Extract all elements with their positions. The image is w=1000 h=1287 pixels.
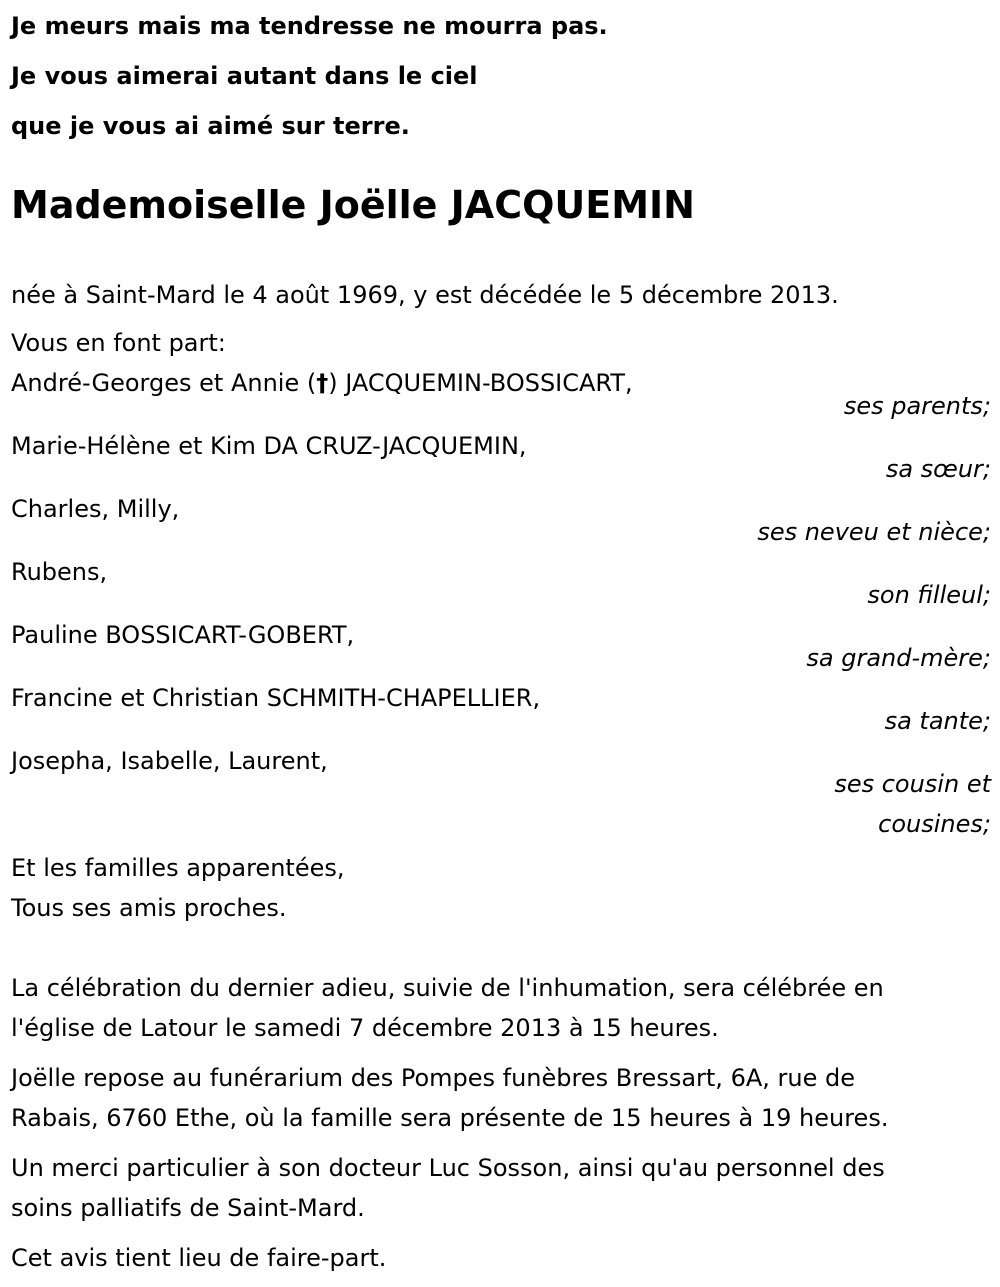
- family-member-names: Francine et Christian SCHMITH-CHAPELLIER,: [11, 684, 541, 712]
- family-member: [11, 489, 991, 552]
- family-member-names: Charles, Milly,: [11, 495, 180, 523]
- obituary-notice: [11, 0, 991, 1278]
- family-member-relation: sa tante;: [884, 707, 991, 735]
- family-member: [11, 741, 991, 844]
- family-member-names: Rubens,: [11, 558, 108, 586]
- relation-line: ses cousin et: [834, 770, 991, 798]
- cross-icon: †: [316, 369, 329, 397]
- quote-line: que je vous ai aimé sur terre.: [11, 112, 410, 140]
- quote-line: Je vous aimerai autant dans le ciel: [11, 62, 478, 90]
- family-member-names: André-Georges et Annie (†) JACQUEMIN-BOSSICART,: [11, 363, 991, 403]
- family-member-relation: ses neveu et nièce;: [757, 518, 991, 546]
- extended-family-line: Et les familles apparentées,: [11, 854, 345, 882]
- family-member: [11, 678, 991, 741]
- family-member-relation: ses parents;: [843, 392, 991, 420]
- epitaph-quote: [11, 1, 991, 151]
- extended-family: [11, 848, 991, 928]
- thanks-paragraph: Un merci particulier à son docteur Luc Sosson, ainsi qu'au personnel des soins palliatifs de Saint-Mard.: [11, 1154, 885, 1222]
- family-list: [11, 363, 991, 844]
- announcement-intro: Vous en font part:: [11, 329, 226, 357]
- family-member: [11, 552, 991, 615]
- family-member: [11, 426, 991, 489]
- birth-death-line: née à Saint-Mard le 4 août 1969, y est décédée le 5 décembre 2013.: [11, 281, 839, 309]
- family-member-names: Josepha, Isabelle, Laurent,: [11, 747, 328, 775]
- quote-line: Je meurs mais ma tendresse ne mourra pas.: [11, 12, 608, 40]
- deceased-name: Mademoiselle Joëlle JACQUEMIN: [11, 183, 695, 227]
- family-member-relation: sa grand-mère;: [806, 644, 991, 672]
- family-member-names: Marie-Hélène et Kim DA CRUZ-JACQUEMIN,: [11, 432, 527, 460]
- funeral-home-paragraph: Joëlle repose au funérarium des Pompes funèbres Bressart, 6A, rue de Rabais, 6760 Ethe, où la famille sera présente de 15 heures à 19 heures.: [11, 1064, 889, 1132]
- family-member-names: Pauline BOSSICART-GOBERT,: [11, 621, 355, 649]
- family-member-relation: sa sœur;: [885, 455, 991, 483]
- ceremony-paragraph: La célébration du dernier adieu, suivie de l'inhumation, sera célébrée en l'église de Latour le samedi 7 décembre 2013 à 15 heures.: [11, 974, 884, 1042]
- notice-line: Cet avis tient lieu de faire-part.: [11, 1244, 387, 1272]
- family-member-relation: son filleul;: [867, 581, 991, 609]
- family-member: [11, 615, 991, 678]
- relation-line: cousines;: [878, 810, 991, 838]
- extended-family-line: Tous ses amis proches.: [11, 894, 287, 922]
- family-member: [11, 363, 991, 426]
